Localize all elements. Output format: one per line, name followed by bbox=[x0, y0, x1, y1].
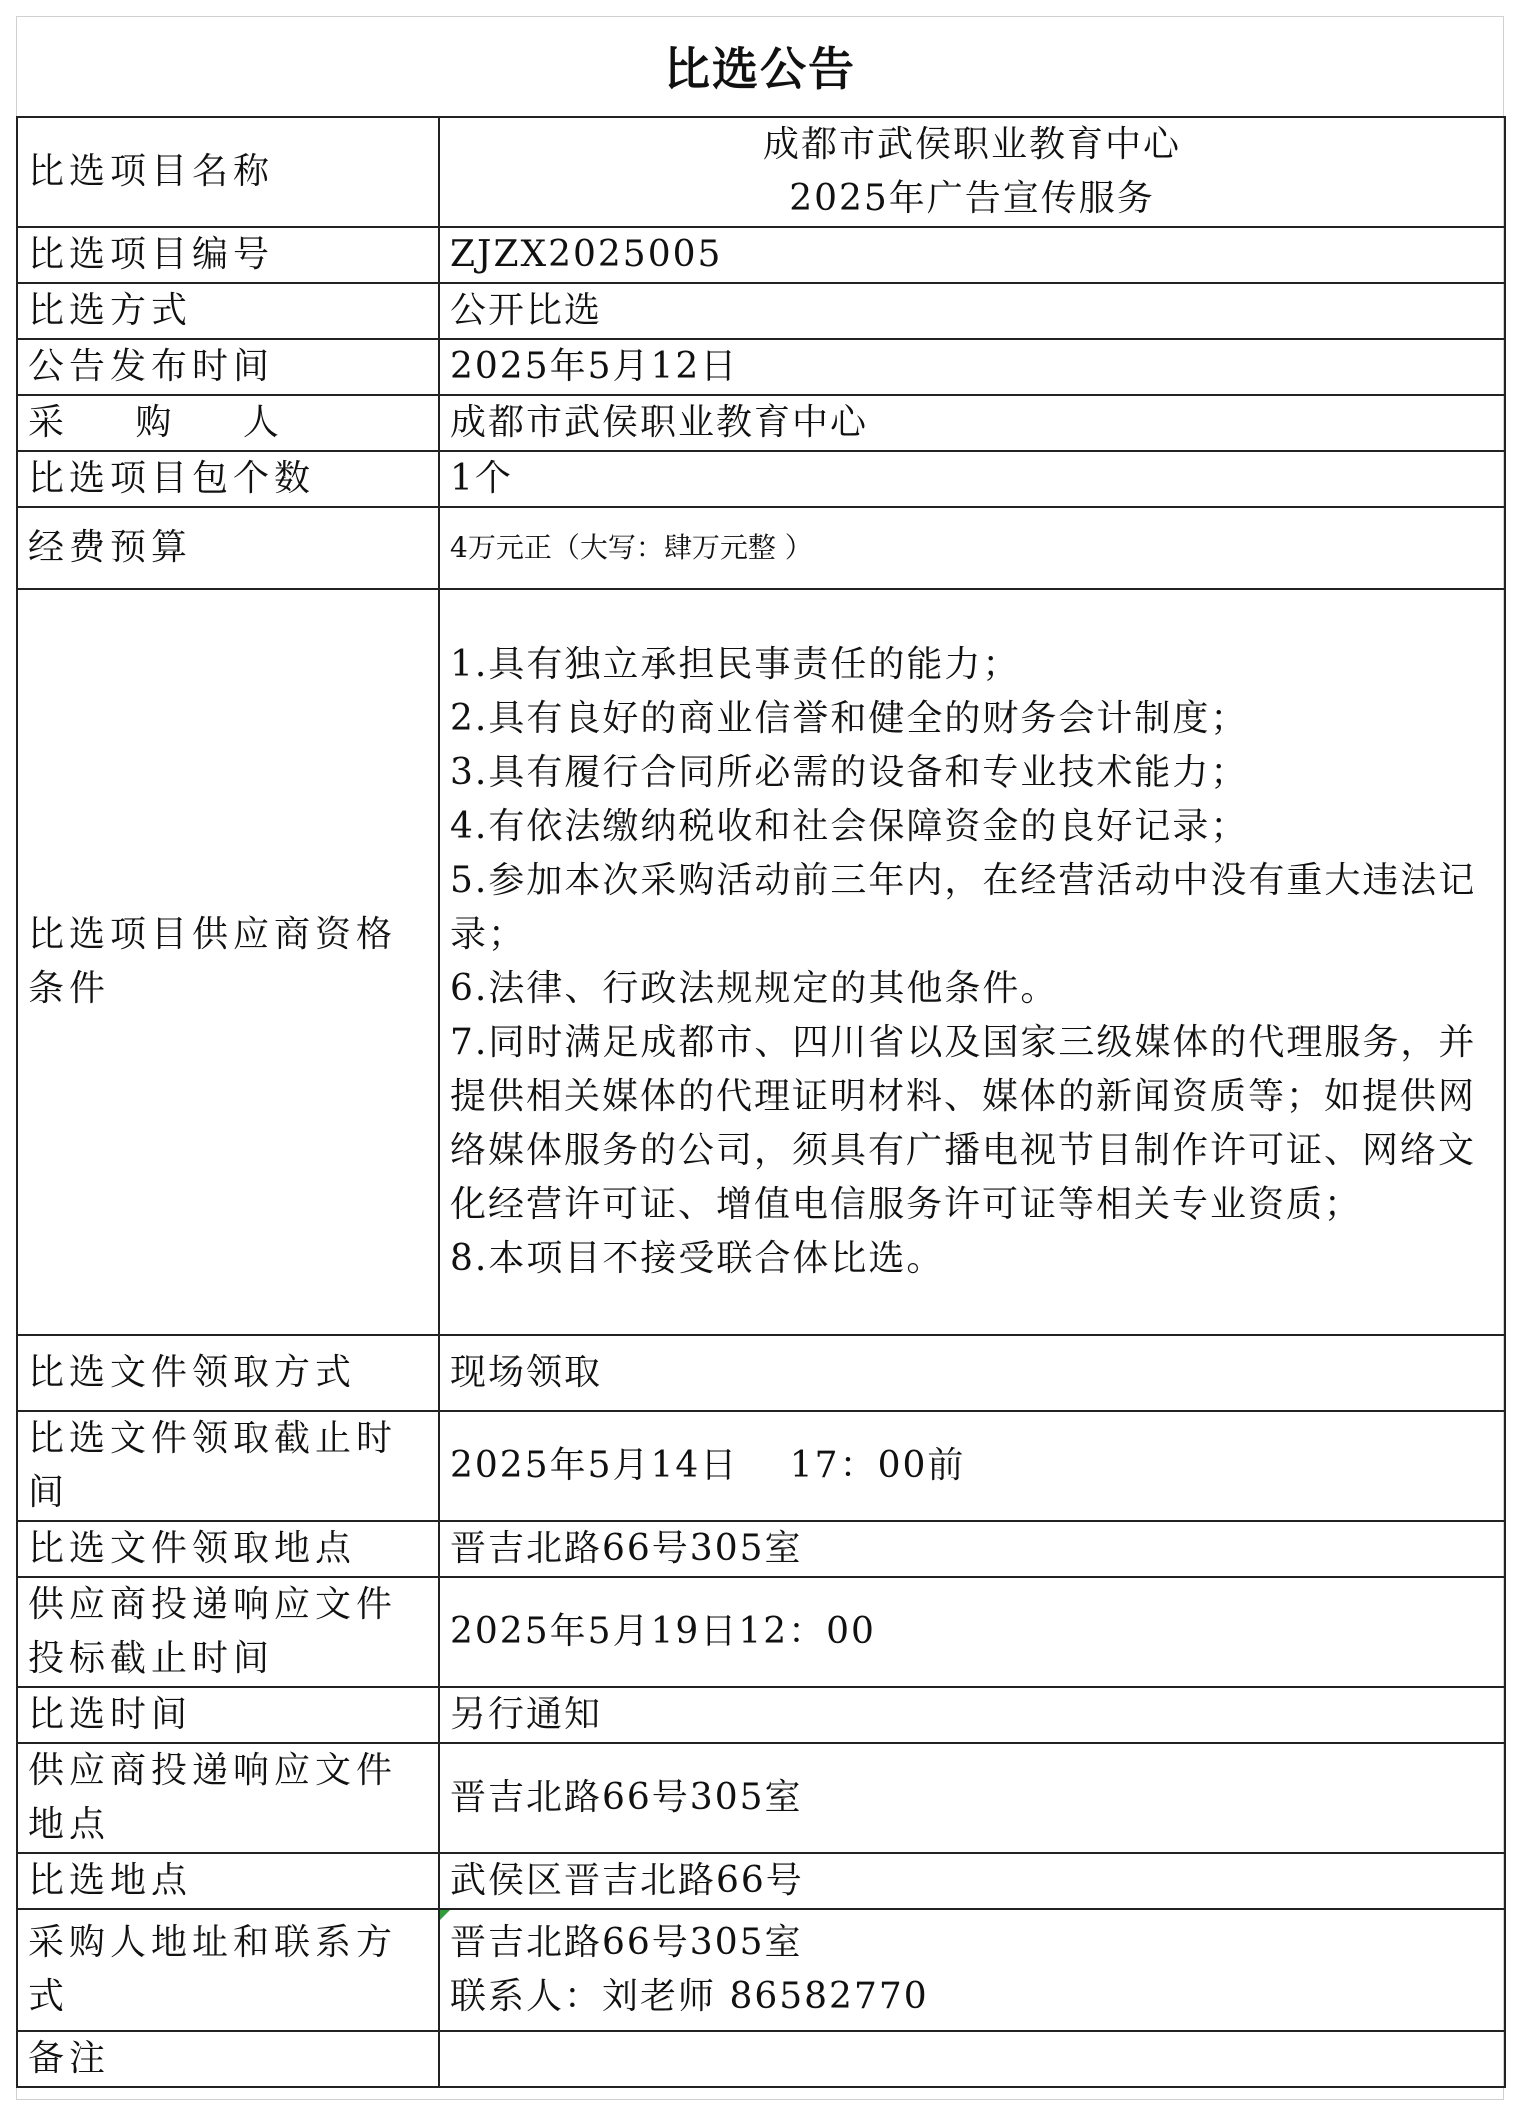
qualification-item: 4.有依法缴纳税收和社会保障资金的良好记录； bbox=[450, 806, 1249, 847]
qualification-item: 5.参加本次采购活动前三年内，在经营活动中没有重大违法记录； bbox=[450, 860, 1477, 955]
row-project-name bbox=[17, 117, 1505, 227]
row-doc-method bbox=[17, 1335, 1505, 1411]
label-purchaser bbox=[17, 395, 439, 451]
qualification-item: 3.具有履行合同所必需的设备和专业技术能力； bbox=[450, 752, 1249, 793]
label-method: 比选方式 bbox=[17, 283, 439, 339]
value-doc-place: 晋吉北路66号305室 bbox=[439, 1521, 1505, 1577]
value-budget: 4万元正（大写：肆万元整 ） bbox=[439, 507, 1505, 589]
value-purchaser: 成都市武侯职业教育中心 bbox=[439, 395, 1505, 451]
value-publish-time: 2025年5月12日 bbox=[439, 339, 1505, 395]
row-budget bbox=[17, 507, 1505, 589]
contact-person: 联系人：刘老师 86582770 bbox=[450, 1976, 929, 2017]
row-selection-place bbox=[17, 1853, 1505, 1909]
label-selection-place: 比选地点 bbox=[17, 1853, 439, 1909]
label-doc-place: 比选文件领取地点 bbox=[17, 1521, 439, 1577]
value-project-name bbox=[439, 117, 1505, 227]
label-doc-method: 比选文件领取方式 bbox=[17, 1335, 439, 1411]
value-doc-method: 现场领取 bbox=[439, 1335, 1505, 1411]
value-contact bbox=[439, 1909, 1505, 2031]
row-submit-place bbox=[17, 1743, 1505, 1853]
row-selection-time bbox=[17, 1687, 1505, 1743]
value-remarks bbox=[439, 2031, 1505, 2087]
label-submit-place: 供应商投递响应文件地点 bbox=[17, 1743, 439, 1853]
contact-address: 晋吉北路66号305室 bbox=[450, 1922, 803, 1963]
label-submit-deadline: 供应商投递响应文件投标截止时间 bbox=[17, 1577, 439, 1687]
value-doc-deadline: 2025年5月14日 17：00前 bbox=[439, 1411, 1505, 1521]
qualification-item: 6.法律、行政法规规定的其他条件。 bbox=[450, 968, 1059, 1009]
label-budget: 经费预算 bbox=[17, 507, 439, 589]
row-remarks bbox=[17, 2031, 1505, 2087]
label-selection-time: 比选时间 bbox=[17, 1687, 439, 1743]
label-qualifications: 比选项目供应商资格条件 bbox=[17, 589, 439, 1335]
row-publish-time bbox=[17, 339, 1505, 395]
row-doc-place bbox=[17, 1521, 1505, 1577]
value-selection-place: 武侯区晋吉北路66号 bbox=[439, 1853, 1505, 1909]
value-package-count: 1个 bbox=[439, 451, 1505, 507]
qualification-item: 8.本项目不接受联合体比选。 bbox=[450, 1238, 945, 1279]
value-project-number: ZJZX2025005 bbox=[439, 227, 1505, 283]
label-doc-deadline: 比选文件领取截止时间 bbox=[17, 1411, 439, 1521]
value-selection-time: 另行通知 bbox=[439, 1687, 1505, 1743]
cell-comment-marker bbox=[440, 1910, 450, 1920]
row-qualifications bbox=[17, 589, 1505, 1335]
row-doc-deadline bbox=[17, 1411, 1505, 1521]
project-name-line-1: 成都市武侯职业教育中心 bbox=[762, 124, 1181, 165]
value-submit-deadline: 2025年5月19日12：00 bbox=[439, 1577, 1505, 1687]
value-submit-place: 晋吉北路66号305室 bbox=[439, 1743, 1505, 1853]
qualification-item: 7.同时满足成都市、四川省以及国家三级媒体的代理服务，并提供相关媒体的代理证明材料、媒体的新闻资质等；如提供网络媒体服务的公司，须具有广播电视节目制作许可证、网络文化经营许可证、增值电信服务许可证等相关专业资质； bbox=[450, 1022, 1477, 1225]
label-project-number: 比选项目编号 bbox=[17, 227, 439, 283]
value-qualifications bbox=[439, 589, 1505, 1335]
value-method: 公开比选 bbox=[439, 283, 1505, 339]
qualification-item: 2.具有良好的商业信誉和健全的财务会计制度； bbox=[450, 698, 1249, 739]
label-remarks: 备注 bbox=[17, 2031, 439, 2087]
project-name-line-2: 2025年广告宣传服务 bbox=[789, 178, 1155, 219]
row-method bbox=[17, 283, 1505, 339]
announcement-table bbox=[16, 116, 1506, 2088]
row-purchaser bbox=[17, 395, 1505, 451]
label-package-count: 比选项目包个数 bbox=[17, 451, 439, 507]
purchaser-label-text: 采 购 人 bbox=[28, 402, 309, 443]
title-row bbox=[16, 16, 1504, 116]
row-submit-deadline bbox=[17, 1577, 1505, 1687]
row-package-count bbox=[17, 451, 1505, 507]
qualification-item: 1.具有独立承担民事责任的能力； bbox=[450, 644, 1021, 685]
label-contact: 采购人地址和联系方式 bbox=[17, 1909, 439, 2031]
row-project-number bbox=[17, 227, 1505, 283]
label-project-name: 比选项目名称 bbox=[17, 117, 439, 227]
label-publish-time: 公告发布时间 bbox=[17, 339, 439, 395]
page-title: 比选公告 bbox=[664, 42, 856, 96]
row-contact bbox=[17, 1909, 1505, 2031]
